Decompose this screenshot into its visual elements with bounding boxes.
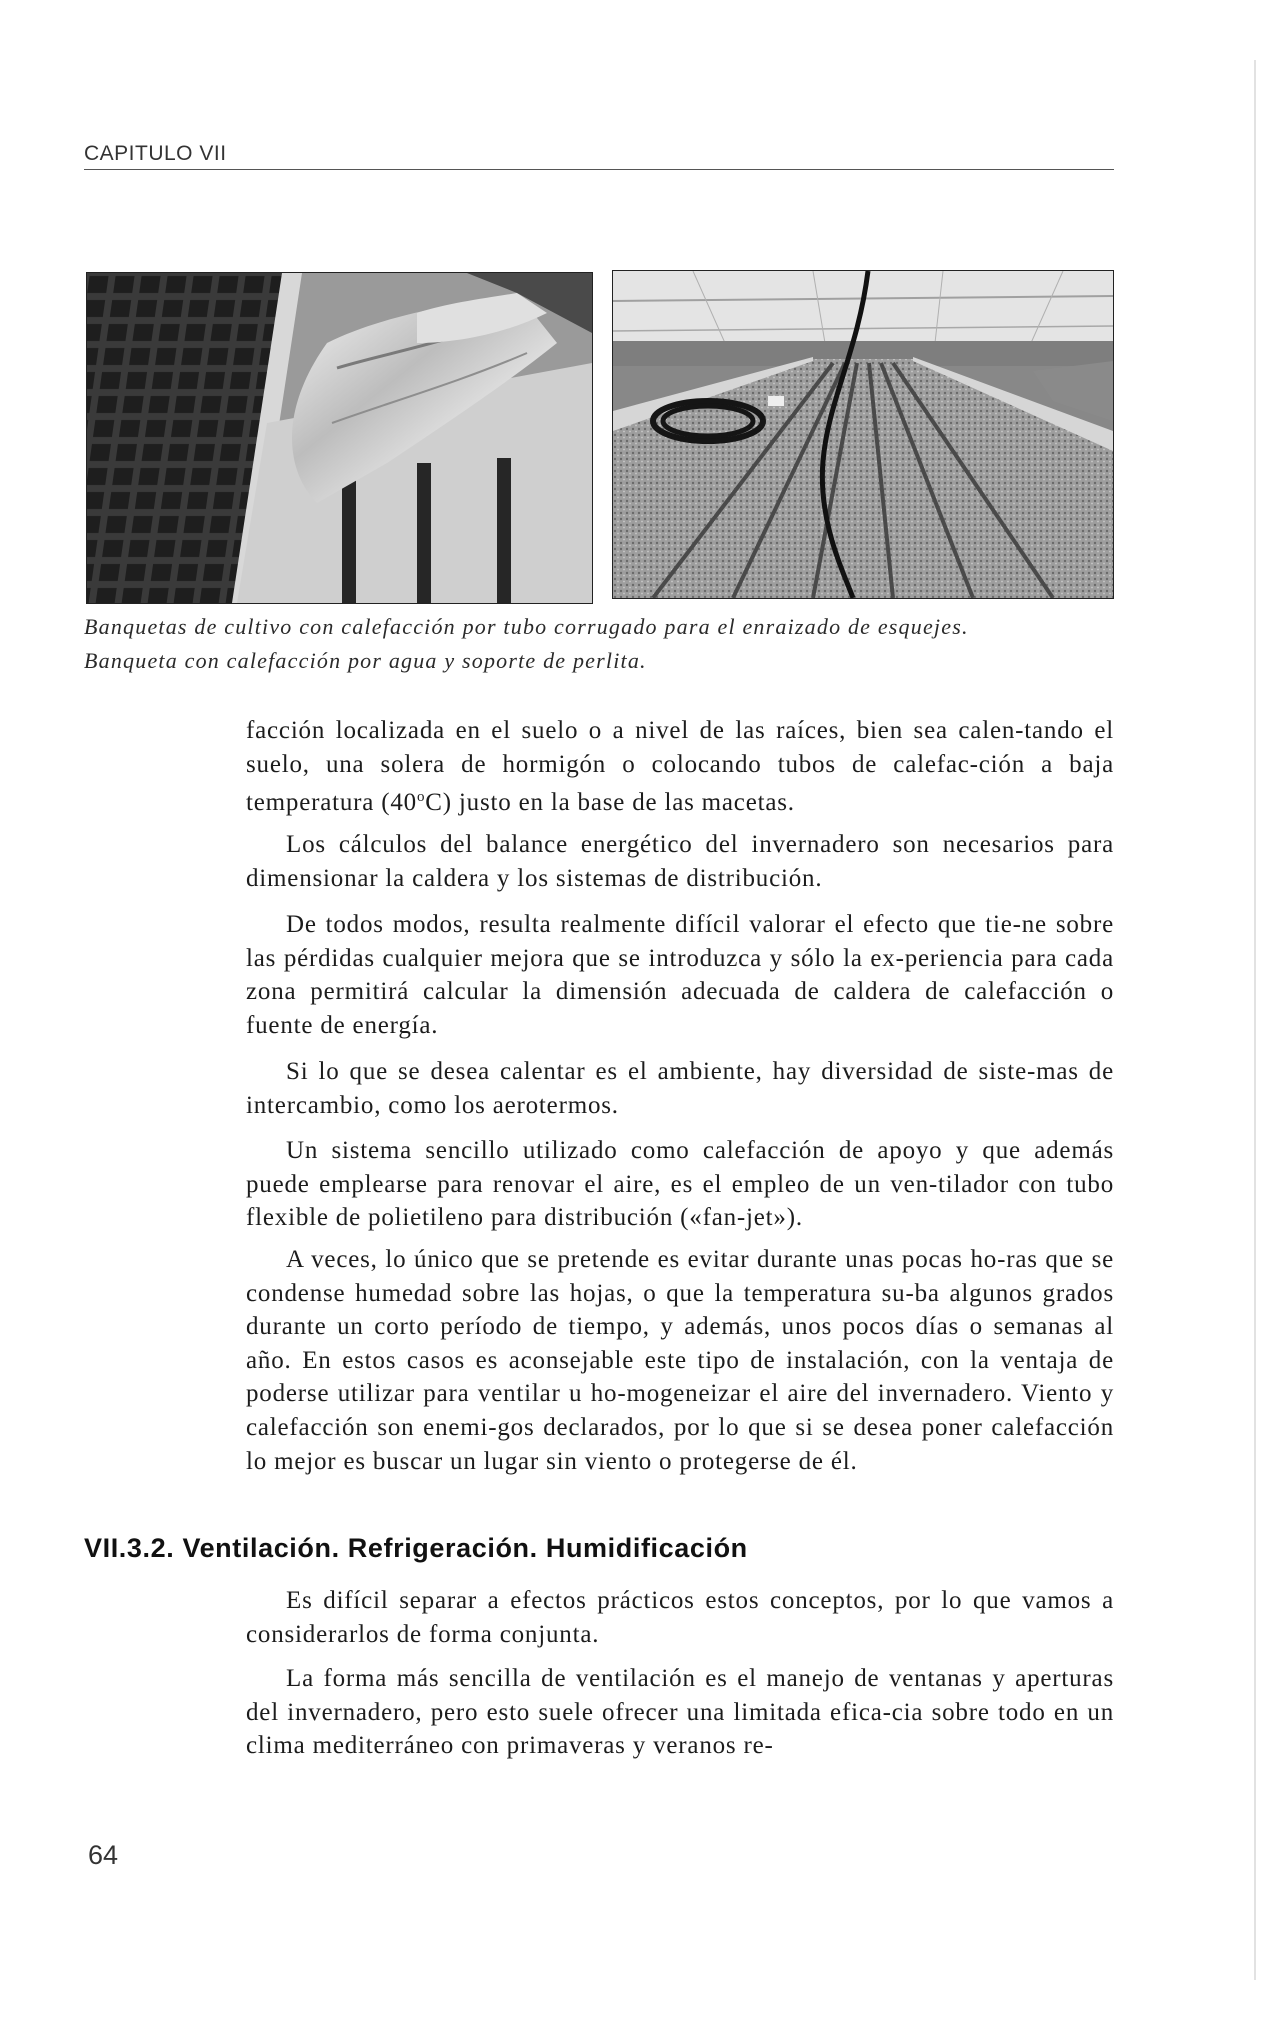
- section-paragraph-2: [246, 1662, 1114, 1763]
- paragraph-2-text: Los cálculos del balance energético del invernadero son necesarios para dimensionar la caldera y los sistemas de distribución.: [246, 831, 1114, 892]
- page-number: 64: [88, 1840, 119, 1870]
- photo-left-drawing: [87, 273, 592, 603]
- paragraph-6-text: A veces, lo único que se pretende es evitar durante unas pocas ho-ras que se condense humedad sobre las hojas, o que la temperatura su-ba algunos grados durante un corto período de tiempo, y además, unos pocos días o semanas al año. En estos casos es aconsejable este tipo de instalación, con la ventaja de poderse utilizar para ventilar u ho-mogeneizar el aire del invernadero. Viento y calefacción son enemi-gos declarados, por lo que si se desea poner calefacción lo mejor es buscar un lugar sin viento o protegerse de él.: [246, 1246, 1114, 1475]
- section-paragraph-2-text: La forma más sencilla de ventilación es el manejo de ventanas y aperturas del invernadero, pero esto suele ofrecer una limitada efica-cia sobre todo en un clima mediterráneo con primaveras y veranos re-: [246, 1665, 1114, 1760]
- greenhouse-bench-perlite-water-heating-photo: [612, 270, 1114, 599]
- figure-caption-line-1: Banquetas de cultivo con calefacción por tubo corrugado para el enraizado de esquejes.: [84, 614, 969, 639]
- paragraph-1-text: facción localizada en el suelo o a nivel de las raíces, bien sea calen-tando el suelo, una solera de hormigón o colocando tubos de calefac-ción a baja temperatura (40: [246, 717, 1114, 817]
- paragraph-4-text: Si lo que se desea calentar es el ambiente, hay diversidad de siste-mas de intercambio, como los aerotermos.: [246, 1058, 1114, 1119]
- photo-right-drawing: [613, 271, 1113, 598]
- section-paragraph-1: [246, 1584, 1114, 1651]
- page-edge-shadow: [1254, 60, 1256, 1980]
- running-header: CAPITULO VII: [84, 142, 227, 165]
- paragraph-2: [246, 828, 1114, 895]
- section-heading: VII.3.2. Ventilación. Refrigeración. Humidificación: [84, 1533, 748, 1563]
- paragraph-1: [246, 714, 1114, 820]
- paragraph-6: [246, 1243, 1114, 1478]
- paragraph-5: [246, 1134, 1114, 1235]
- paragraph-3-text: De todos modos, resulta realmente difícil valorar el efecto que tie-ne sobre las pérdidas cualquier mejora que se introduzca y sólo la ex-periencia para cada zona permitirá calcular la dimensión adecuada de caldera de calefacción o fuente de energía.: [246, 911, 1114, 1039]
- paragraph-1-text-end: C) justo en la base de las macetas.: [425, 789, 795, 817]
- greenhouse-bench-corrugated-heating-photo: [86, 272, 593, 604]
- paragraph-5-text: Un sistema sencillo utilizado como calefacción de apoyo y que además puede emplearse para renovar el aire, es el empleo de un ven-tilador con tubo flexible de polietileno para distribución («fan-jet»).: [246, 1137, 1114, 1232]
- figure-caption-line-2: Banqueta con calefacción por agua y soporte de perlita.: [84, 648, 647, 673]
- header-rule: [84, 169, 1114, 170]
- paragraph-4: [246, 1055, 1114, 1122]
- section-paragraph-1-text: Es difícil separar a efectos prácticos estos conceptos, por lo que vamos a considerarlos de forma conjunta.: [246, 1587, 1114, 1648]
- paragraph-3: [246, 908, 1114, 1042]
- degree-superscript: o: [416, 789, 426, 806]
